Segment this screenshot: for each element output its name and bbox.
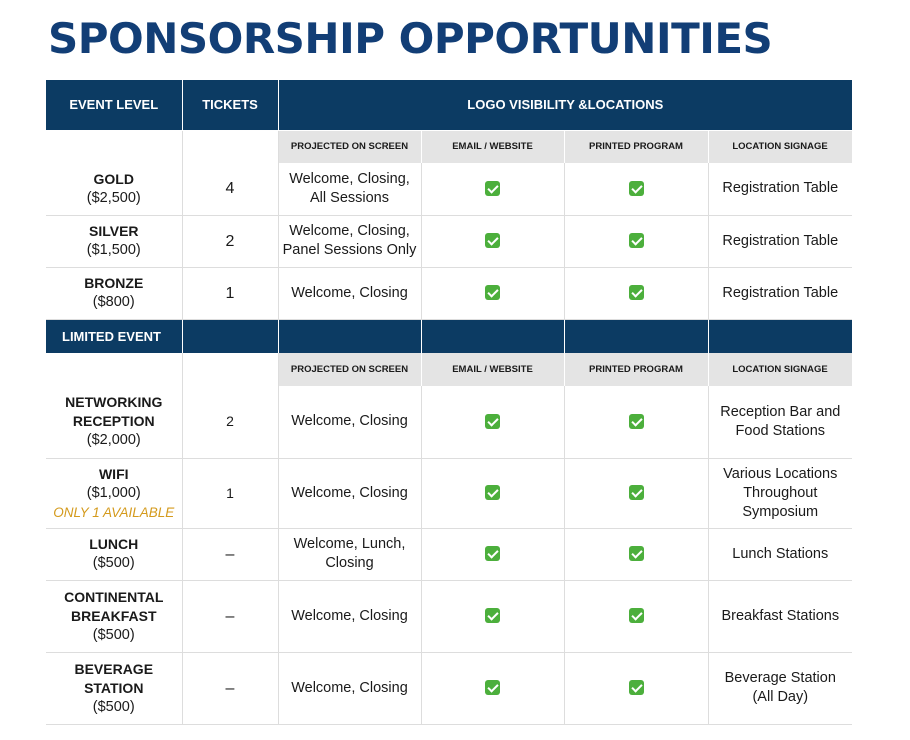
tier-price: ($800) [92,294,135,310]
tier-price: ($1,500) [86,242,141,258]
tier-price: ($500) [92,626,135,643]
tier-name: GOLD [93,170,134,187]
projected-line: Welcome, Closing [291,413,408,430]
signage-cell [708,652,852,724]
tier-name: BREAKFAST [70,607,157,624]
subheader-printed: PRINTED PROGRAM [564,353,708,386]
subheader-blank [46,130,182,163]
tier-projected [278,580,421,652]
table-row [46,215,852,267]
green-check-icon [629,233,644,248]
tier-tickets: – [182,528,278,580]
tier-price: ($500) [92,698,135,715]
printed-cell [564,386,708,458]
table-row [46,386,852,458]
limited-header-blank [182,319,278,353]
printed-cell [564,652,708,724]
subheader-email: EMAIL / WEBSITE [421,130,564,163]
limited-header-blank [421,319,564,353]
email-cell [421,652,564,724]
signage-line: Food Stations [735,422,826,439]
email-cell [421,458,564,528]
signage-line: Symposium [742,503,819,520]
green-check-icon [485,680,500,695]
printed-cell [564,215,708,267]
signage-line: Beverage Station [724,670,836,686]
signage-line: Registration Table [722,180,839,197]
subheader-signage: LOCATION SIGNAGE [708,353,852,386]
table-row [46,528,852,580]
signage-line: Registration Table [722,284,839,301]
availability-note: ONLY 1 AVAILABLE [53,504,175,520]
signage-cell [708,458,852,528]
projected-line: Welcome, Closing, [289,170,410,187]
subheader-blank [182,130,278,163]
signage-line: Reception Bar and [720,403,841,420]
tier-projected [278,528,421,580]
subheader-projected: PROJECTED ON SCREEN [278,353,421,386]
printed-cell [564,458,708,528]
signage-line: Registration Table [722,232,839,249]
tier-tickets: – [182,652,278,724]
green-check-icon [629,414,644,429]
limited-header-blank [564,319,708,353]
tier-level [46,386,182,458]
tier-name: RECEPTION [72,413,155,430]
signage-cell [708,215,852,267]
green-check-icon [485,608,500,623]
tier-price: ($2,000) [86,432,141,449]
subheader-row [46,353,852,386]
page-title: SPONSORSHIP OPPORTUNITIES [48,14,773,63]
limited-header-blank [278,319,421,353]
tier-tickets: – [182,580,278,652]
tier-projected [278,652,421,724]
green-check-icon [485,285,500,300]
tier-price: ($500) [92,555,135,571]
table-row [46,163,852,215]
signage-line: Lunch Stations [732,545,829,562]
table-row [46,267,852,319]
green-check-icon [485,485,500,500]
email-cell [421,580,564,652]
tier-level [46,580,182,652]
tier-price: ($1,000) [86,484,141,501]
tier-tickets: 4 [182,163,278,215]
signage-line: Various Locations [723,465,838,482]
sponsorship-table [46,80,853,725]
signage-line: Breakfast Stations [721,607,840,624]
signage-cell [708,163,852,215]
subheader-blank [182,353,278,386]
signage-cell [708,267,852,319]
green-check-icon [485,181,500,196]
tier-tickets: 2 [182,215,278,267]
projected-line: Closing [325,555,374,571]
tier-name: NETWORKING [65,394,163,411]
email-cell [421,163,564,215]
projected-line: Welcome, Closing [291,284,408,301]
tier-name: WIFI [98,465,129,482]
tier-projected [278,458,421,528]
green-check-icon [485,546,500,561]
tier-level [46,267,182,319]
green-check-icon [629,285,644,300]
printed-cell [564,528,708,580]
tier-name: BEVERAGE [74,660,154,677]
tier-projected [278,215,421,267]
green-check-icon [485,414,500,429]
subheader-row [46,130,852,163]
tier-level [46,458,182,528]
green-check-icon [629,680,644,695]
tier-name: BRONZE [84,275,144,291]
tier-level [46,528,182,580]
subheader-email: EMAIL / WEBSITE [421,353,564,386]
table-row [46,580,852,652]
tier-price: ($2,500) [86,189,141,206]
green-check-icon [485,233,500,248]
tier-name: STATION [84,679,144,696]
signage-cell [708,386,852,458]
green-check-icon [629,485,644,500]
tier-tickets: 1 [182,267,278,319]
email-cell [421,215,564,267]
limited-header-row [46,319,852,353]
table-header-row [46,80,852,130]
tier-name: CONTINENTAL [64,588,164,605]
projected-line: All Sessions [310,189,389,206]
subheader-signage: LOCATION SIGNAGE [708,130,852,163]
signage-cell [708,528,852,580]
subheader-printed: PRINTED PROGRAM [564,130,708,163]
header-logo-visibility: LOGO VISIBILITY &LOCATIONS [278,80,852,130]
signage-cell [708,580,852,652]
limited-header-blank [708,319,852,353]
projected-line: Welcome, Closing [291,484,408,501]
printed-cell [564,580,708,652]
email-cell [421,267,564,319]
tier-level [46,652,182,724]
signage-line: Throughout [743,484,818,501]
tier-level [46,163,182,215]
tier-projected [278,267,421,319]
tier-name: LUNCH [89,536,139,552]
green-check-icon [629,181,644,196]
tier-tickets: 2 [182,386,278,458]
projected-line: Welcome, Closing [291,607,408,624]
email-cell [421,528,564,580]
header-tickets: TICKETS [182,80,278,130]
tier-tickets: 1 [182,458,278,528]
header-event-level: EVENT LEVEL [46,80,182,130]
subheader-blank [46,353,182,386]
tier-projected [278,386,421,458]
projected-line: Welcome, Closing [291,679,408,696]
printed-cell [564,163,708,215]
header-limited-event: LIMITED EVENT [46,319,182,353]
projected-line: Welcome, Closing, [289,223,410,239]
table-row [46,652,852,724]
projected-line: Welcome, Lunch, [293,536,406,552]
signage-line: (All Day) [752,689,809,705]
tier-projected [278,163,421,215]
green-check-icon [629,608,644,623]
subheader-projected: PROJECTED ON SCREEN [278,130,421,163]
tier-name: SILVER [88,223,139,239]
green-check-icon [629,546,644,561]
email-cell [421,386,564,458]
table-row [46,458,852,528]
tier-level [46,215,182,267]
projected-line: Panel Sessions Only [282,242,417,258]
printed-cell [564,267,708,319]
